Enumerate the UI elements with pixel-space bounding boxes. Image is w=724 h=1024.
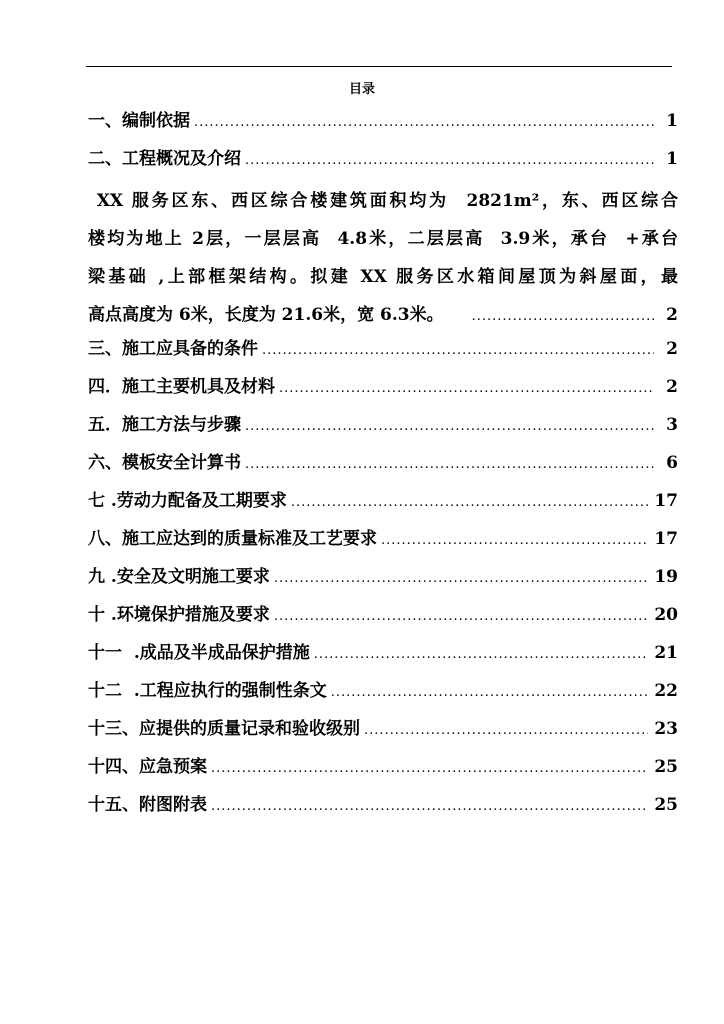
page-number: 23 <box>654 719 678 739</box>
paragraph-line: XX 服务区东、西区综合楼建筑面积均为 2821m²，东、西区综合 <box>88 191 678 211</box>
toc-entry-label: 五．施工方法与步骤 <box>88 415 241 435</box>
page-number: 1 <box>666 149 678 169</box>
page-number: 21 <box>654 643 678 663</box>
page-number: 17 <box>654 491 678 511</box>
toc-title: 目录 <box>348 82 375 97</box>
dot-leader <box>314 647 649 662</box>
dot-leader <box>245 457 654 472</box>
dot-leader <box>472 298 654 336</box>
dot-leader <box>274 609 648 624</box>
page-number: 17 <box>654 529 678 549</box>
page-number: 2 <box>666 339 678 359</box>
toc-entry-label: 一、编制依据 <box>88 111 190 131</box>
dot-leader <box>279 381 654 396</box>
toc-entry[interactable] <box>88 524 678 562</box>
toc-entry[interactable] <box>88 486 678 524</box>
toc-entry-label: 八、施工应达到的质量标准及工艺要求 <box>88 529 377 549</box>
page-number: 6 <box>666 453 678 473</box>
toc-entry[interactable] <box>88 144 678 182</box>
toc-entry-label: 四．施工主要机具及材料 <box>88 377 275 397</box>
toc-entry[interactable] <box>88 600 678 638</box>
page-number: 2 <box>666 305 678 325</box>
toc-entry[interactable] <box>88 106 678 144</box>
toc-entry[interactable] <box>88 790 678 828</box>
dot-leader <box>245 153 654 168</box>
toc-entry-label: 十一 .成品及半成品保护措施 <box>88 643 310 663</box>
toc-entry[interactable] <box>88 638 678 676</box>
page-number: 19 <box>654 567 678 587</box>
paragraph-line: 高点高度为 6米，长度为 21.6米，宽 6.3米。 <box>88 305 444 325</box>
page-number: 25 <box>654 757 678 777</box>
dot-leader <box>262 343 654 358</box>
toc-entry-label: 七 .劳动力配备及工期要求 <box>88 491 287 511</box>
toc-entry[interactable] <box>88 372 678 410</box>
dot-leader <box>291 495 648 510</box>
project-overview-paragraph <box>88 182 678 334</box>
page-number: 2 <box>666 377 678 397</box>
toc-entry-label: 九 .安全及文明施工要求 <box>88 567 270 587</box>
header-rule <box>86 66 672 67</box>
toc-entry[interactable] <box>88 334 678 372</box>
dot-leader <box>331 685 649 700</box>
page-number: 25 <box>654 795 678 815</box>
toc-entry[interactable] <box>88 448 678 486</box>
page-number: 20 <box>654 605 678 625</box>
toc-entry-label: 三、施工应具备的条件 <box>88 339 258 359</box>
toc-entry-label: 十三、应提供的质量记录和验收级别 <box>88 719 360 739</box>
paragraph-line: 楼均为地上 2层，一层层高 4.8米，二层层高 3.9米，承台 +承台 <box>88 229 678 249</box>
dot-leader <box>381 533 648 548</box>
paragraph-last-line <box>88 296 678 334</box>
toc-entry-label: 十二 .工程应执行的强制性条文 <box>88 681 327 701</box>
dot-leader <box>194 115 654 130</box>
toc-entry-label: 十五、附图附表 <box>88 795 207 815</box>
toc-entry[interactable] <box>88 410 678 448</box>
dot-leader <box>245 419 654 434</box>
paragraph-line: 梁基础 ,上部框架结构。拟建 XX 服务区水箱间屋顶为斜屋面，最 <box>88 267 678 287</box>
toc-entry[interactable] <box>88 562 678 600</box>
page-number: 3 <box>666 415 678 435</box>
toc-entry-label: 十四、应急预案 <box>88 757 207 777</box>
table-of-contents <box>88 106 678 828</box>
toc-entry-label: 二、工程概况及介绍 <box>88 149 241 169</box>
dot-leader <box>364 723 648 738</box>
toc-entry[interactable] <box>88 752 678 790</box>
page-number: 1 <box>666 111 678 131</box>
page-number: 22 <box>654 681 678 701</box>
toc-entry[interactable] <box>88 676 678 714</box>
toc-entry[interactable] <box>88 714 678 752</box>
toc-entry-label: 六、模板安全计算书 <box>88 453 241 473</box>
dot-leader <box>274 571 648 586</box>
dot-leader <box>211 761 648 776</box>
dot-leader <box>211 799 648 814</box>
toc-entry-label: 十 .环境保护措施及要求 <box>88 605 270 625</box>
